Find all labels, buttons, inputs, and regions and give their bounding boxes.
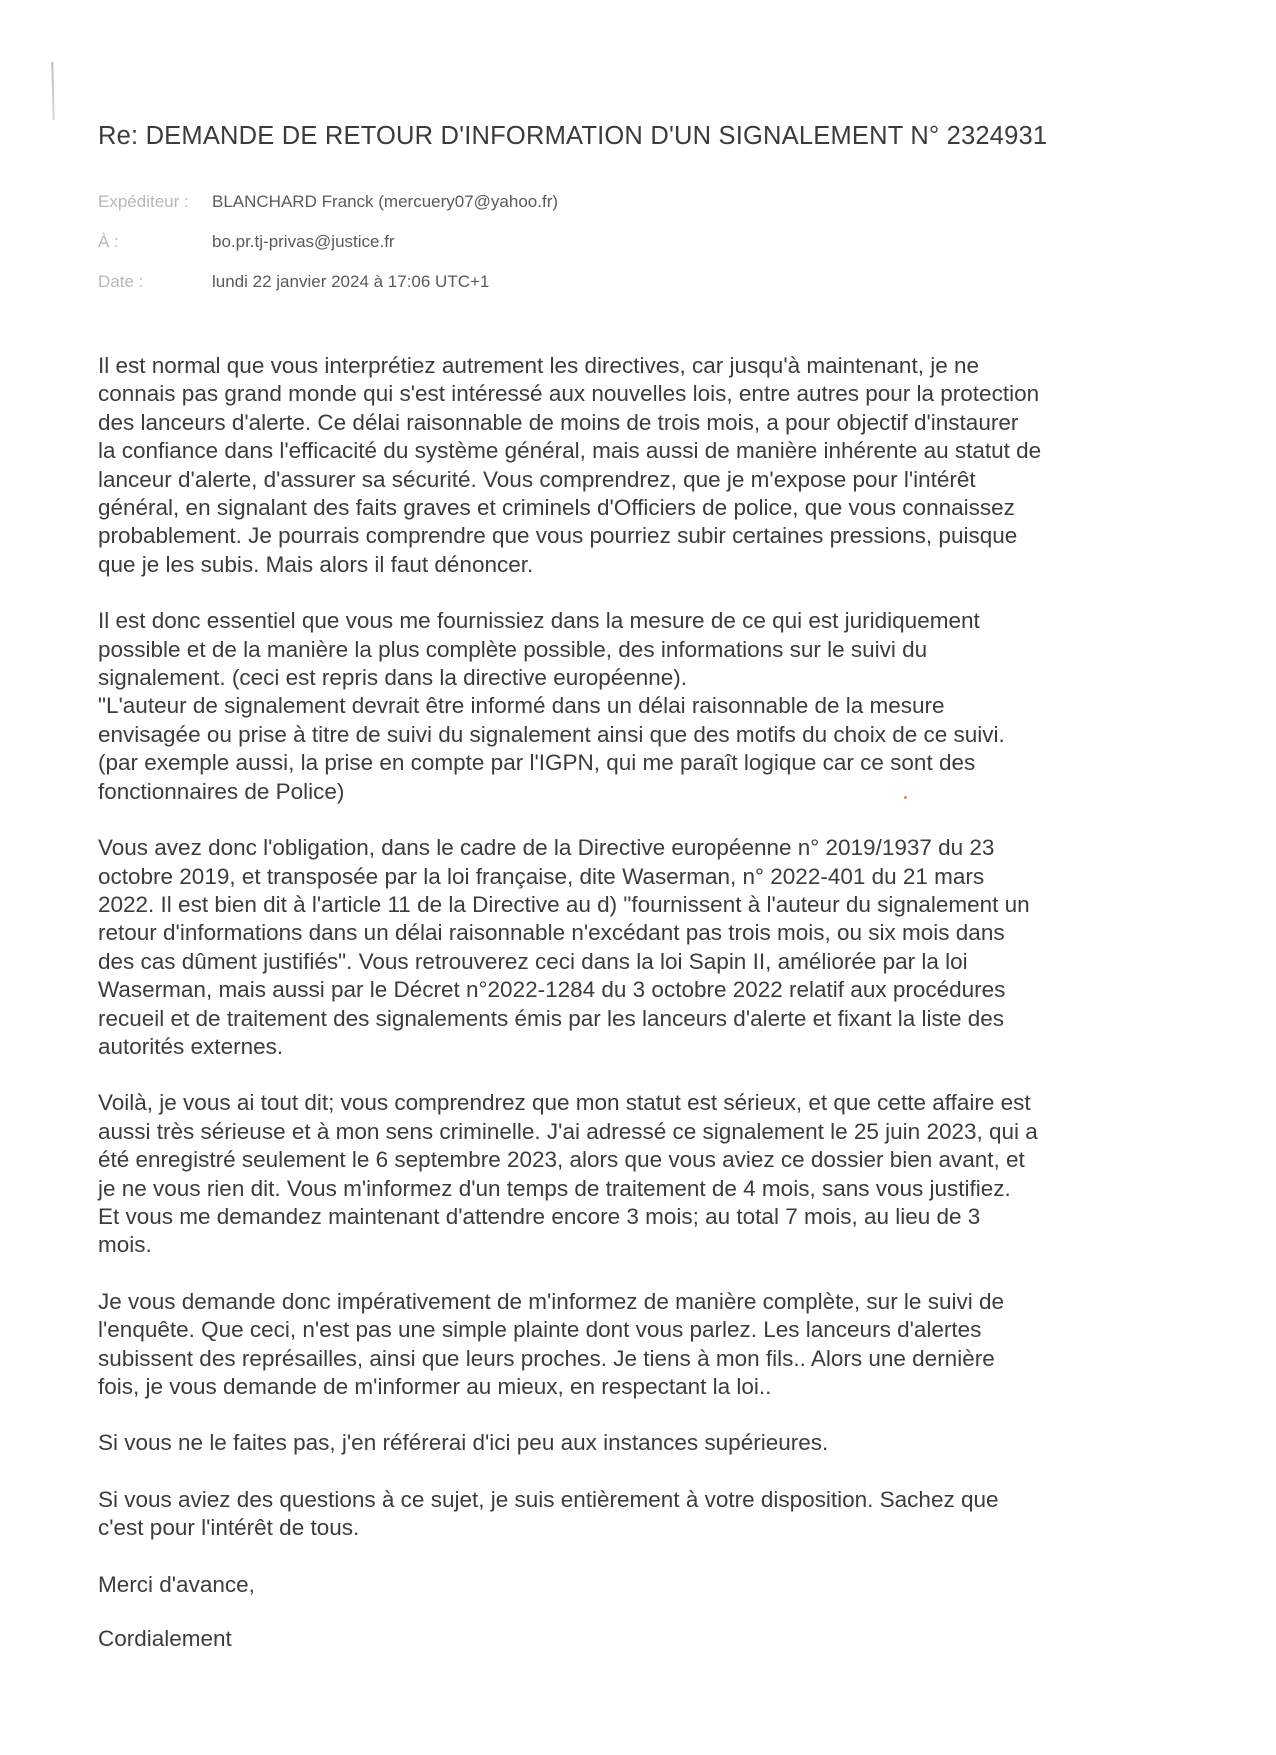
body-line: subissent des représailles, ainsi que leurs proches. Je tiens à mon fils.. Alors une dernière [98,1345,995,1371]
body-line: probablement. Je pourrais comprendre que vous pourriez subir certaines pressions, puisque [98,523,1018,549]
body-line: général, en signalant des faits graves et criminels d'Officiers de police, que vous connaissez [98,495,1015,521]
header-value-sender: BLANCHARD Franck (mercuery07@yahoo.fr) [212,192,559,211]
body-line: 2022. Il est bien dit à l'article 11 de la Directive au d) "fournissent à l'auteur du signalement un [98,891,1030,917]
closing-signoff: Cordialement [98,1626,232,1652]
closing-thanks: Merci d'avance, [98,1571,255,1597]
body-line: "L'auteur de signalement devrait être informé dans un délai raisonnable de la mesure [98,693,945,719]
body-line: possible et de la manière la plus complète possible, des informations sur le suivi du [98,636,928,662]
body-line: que je les subis. Mais alors il faut dénoncer. [98,551,534,577]
body-line: signalement. (ceci est repris dans la directive européenne). [98,665,688,691]
email-header-block [98,192,1198,312]
body-line: Si vous aviez des questions à ce sujet, je suis entièrement à votre disposition. Sachez que [98,1486,999,1512]
body-line: Vous avez donc l'obligation, dans le cadre de la Directive européenne n° 2019/1937 du 23 [98,835,995,861]
body-line: Il est normal que vous interprétiez autrement les directives, car jusqu'à maintenant, je ne [98,353,979,378]
header-value-recipient: bo.pr.tj-privas@justice.fr [212,232,395,251]
body-line: connais pas grand monde qui s'est intéressé aux nouvelles lois, entre autres pour la protection [98,381,1040,407]
body-line: Voilà, je vous ai tout dit; vous comprendrez que mon statut est sérieux, et que cette affaire est [98,1090,1031,1116]
body-line: je ne vous rien dit. Vous m'informez d'un temps de traitement de 4 mois, sans vous justifiez. [98,1175,1011,1201]
header-value-date: lundi 22 janvier 2024 à 17:06 UTC+1 [212,272,490,291]
body-line: l'enquête. Que ceci, n'est pas une simple plainte dont vous parlez. Les lanceurs d'alertes [98,1317,982,1343]
body-line: (par exemple aussi, la prise en compte par l'IGPN, qui me paraît logique car ce sont des [98,750,976,776]
body-line: aussi très sérieuse et à mon sens criminelle. J'ai adressé ce signalement le 25 juin 2023, qui a [98,1118,1038,1144]
header-label-recipient: À : [98,232,119,251]
email-subject: Re: DEMANDE DE RETOUR D'INFORMATION D'UN SIGNALEMENT N° 2324931 [98,122,1048,150]
email-body [98,352,1178,1679]
body-line: envisagée ou prise à titre de suivi du signalement ainsi que des motifs du choix de ce suivi. [98,721,1005,747]
body-line: des lanceurs d'alerte. Ce délai raisonnable de moins de trois mois, a pour objectif d'instaurer [98,409,1019,435]
body-paragraph [98,352,1178,579]
body-paragraph [98,834,1178,1061]
scan-artifact-mark [51,62,55,120]
body-line: fois, je vous demande de m'informer au mieux, en respectant la loi.. [98,1374,772,1399]
body-line: retour d'informations dans un délai raisonnable n'excédant pas trois mois, ou six mois dans [98,920,1005,946]
header-row-recipient [98,232,1198,272]
body-line: été enregistré seulement le 6 septembre 2023, alors que vous aviez ce dossier bien avant, et [98,1147,1025,1173]
body-line: la confiance dans l'efficacité du système général, mais aussi de manière inhérente au statut de [98,438,1042,464]
body-line: octobre 2019, et transposée par la loi française, dite Waserman, n° 2022-401 du 21 mars [98,863,985,889]
header-row-date [98,272,1198,312]
body-line: autorités externes. [98,1033,284,1059]
header-label-date: Date : [98,272,144,291]
header-row-sender [98,192,1198,232]
scan-artifact-dot [904,796,907,799]
body-line: lanceur d'alerte, d'assurer sa sécurité. Vous comprendrez, que je m'expose pour l'intérêt [98,466,976,492]
body-paragraph [98,1288,1178,1402]
header-label-sender: Expéditeur : [98,192,189,211]
body-line: recueil et de traitement des signalements émis par les lanceurs d'alerte et fixant la liste des [98,1005,1004,1031]
body-line: Waserman, mais aussi par le Décret n°2022-1284 du 3 octobre 2022 relatif aux procédures [98,977,1006,1003]
body-line: des cas dûment justifiés". Vous retrouverez ceci dans la loi Sapin II, améliorée par la loi [98,948,968,974]
body-paragraph [98,1429,1178,1457]
body-line: c'est pour l'intérêt de tous. [98,1515,360,1541]
body-paragraph [98,1486,1178,1543]
body-line: Il est donc essentiel que vous me fournissiez dans la mesure de ce qui est juridiquement [98,608,980,634]
body-line: Je vous demande donc impérativement de m'informez de manière complète, sur le suivi de [98,1288,1004,1314]
body-paragraph [98,607,1178,806]
body-line: Si vous ne le faites pas, j'en référerai d'ici peu aux instances supérieures. [98,1430,829,1456]
body-line: fonctionnaires de Police) [98,778,345,804]
body-line: Et vous me demandez maintenant d'attendre encore 3 mois; au total 7 mois, au lieu de 3 [98,1203,981,1229]
body-line: mois. [98,1232,152,1258]
body-paragraph [98,1089,1178,1259]
